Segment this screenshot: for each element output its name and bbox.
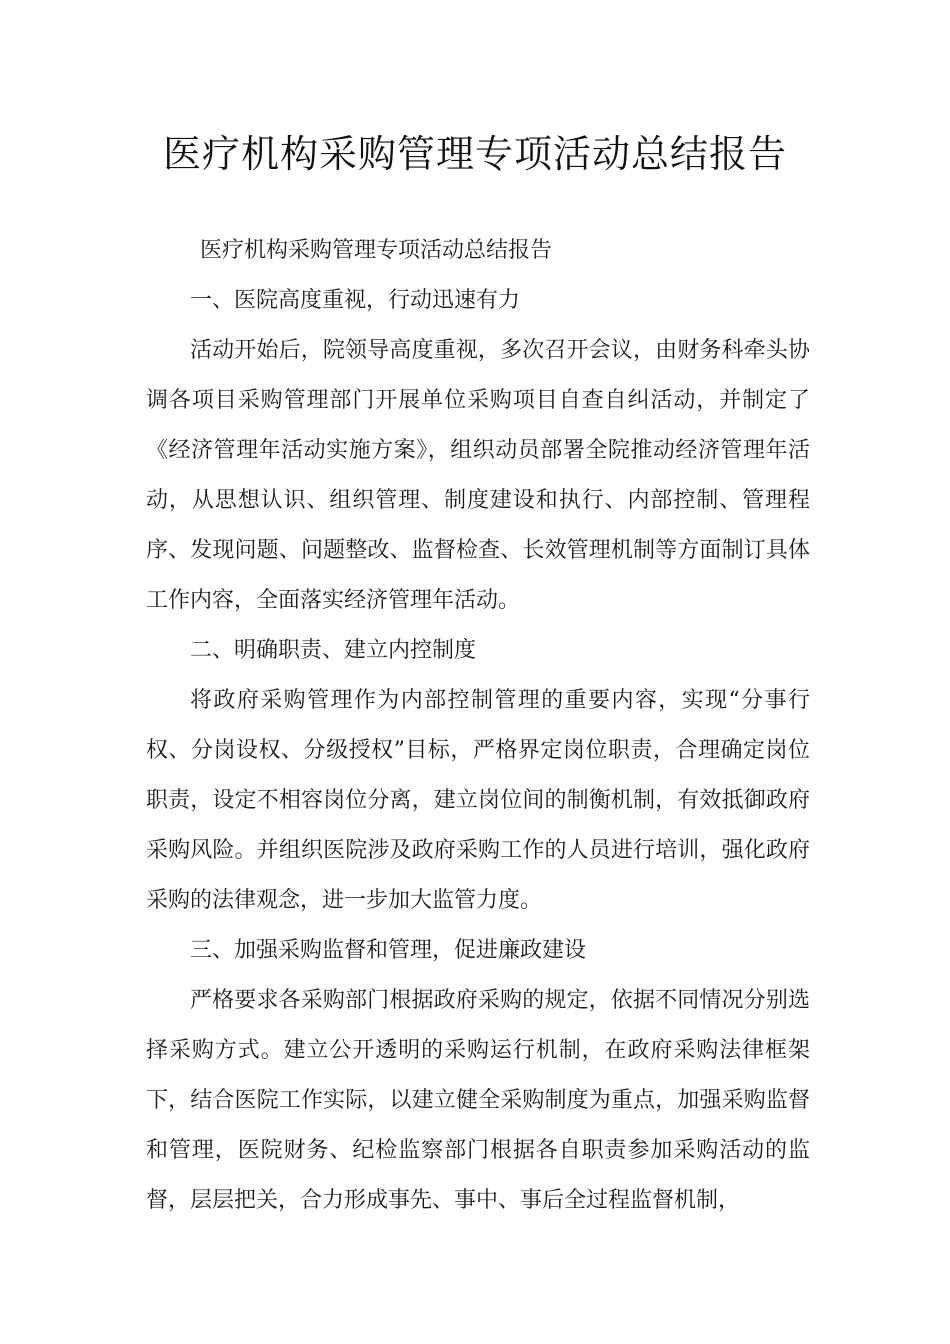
document-subtitle: 医疗机构采购管理专项活动总结报告 [200,238,553,263]
section-heading-3: 三、加强采购监督和管理，促进廉政建设 [190,938,587,963]
section-paragraph-2: 将政府采购管理作为内部控制管理的重要内容，实现“分事行权、分岗设权、分级授权”目标，严格界定岗位职责，合理确定岗位职责，设定不相容岗位分离，建立岗位间的制衡机制，有效抵御政府采购风险。并组织医院涉及政府采购工作的人员进行培训，强化政府采购的法律观念，进一步加大监管力度。 [146,688,810,913]
document-title: 医疗机构采购管理专项活动总结报告 [162,132,787,176]
section-paragraph-3: 严格要求各采购部门根据政府采购的规定，依据不同情况分别选择采购方式。建立公开透明的采购运行机制，在政府采购法律框架下，结合医院工作实际，以建立健全采购制度为重点，加强采购监督和管理，医院财务、纪检监察部门根据各自职责参加采购活动的监督，层层把关，合力形成事先、事中、事后全过程监督机制， [146,988,810,1213]
document-body [146,226,810,1226]
section-paragraph-1: 活动开始后，院领导高度重视，多次召开会议，由财务科牵头协调各项目采购管理部门开展单位采购项目自查自纠活动，并制定了《经济管理年活动实施方案》，组织动员部署全院推动经济管理年活动，从思想认识、组织管理、制度建设和执行、内部控制、管理程序、发现问题、问题整改、监督检查、长效管理机制等方面制订具体工作内容，全面落实经济管理年活动。 [146,338,810,613]
section-heading-1: 一、医院高度重视，行动迅速有力 [190,288,521,313]
section-heading-2: 二、明确职责、建立内控制度 [190,638,477,663]
